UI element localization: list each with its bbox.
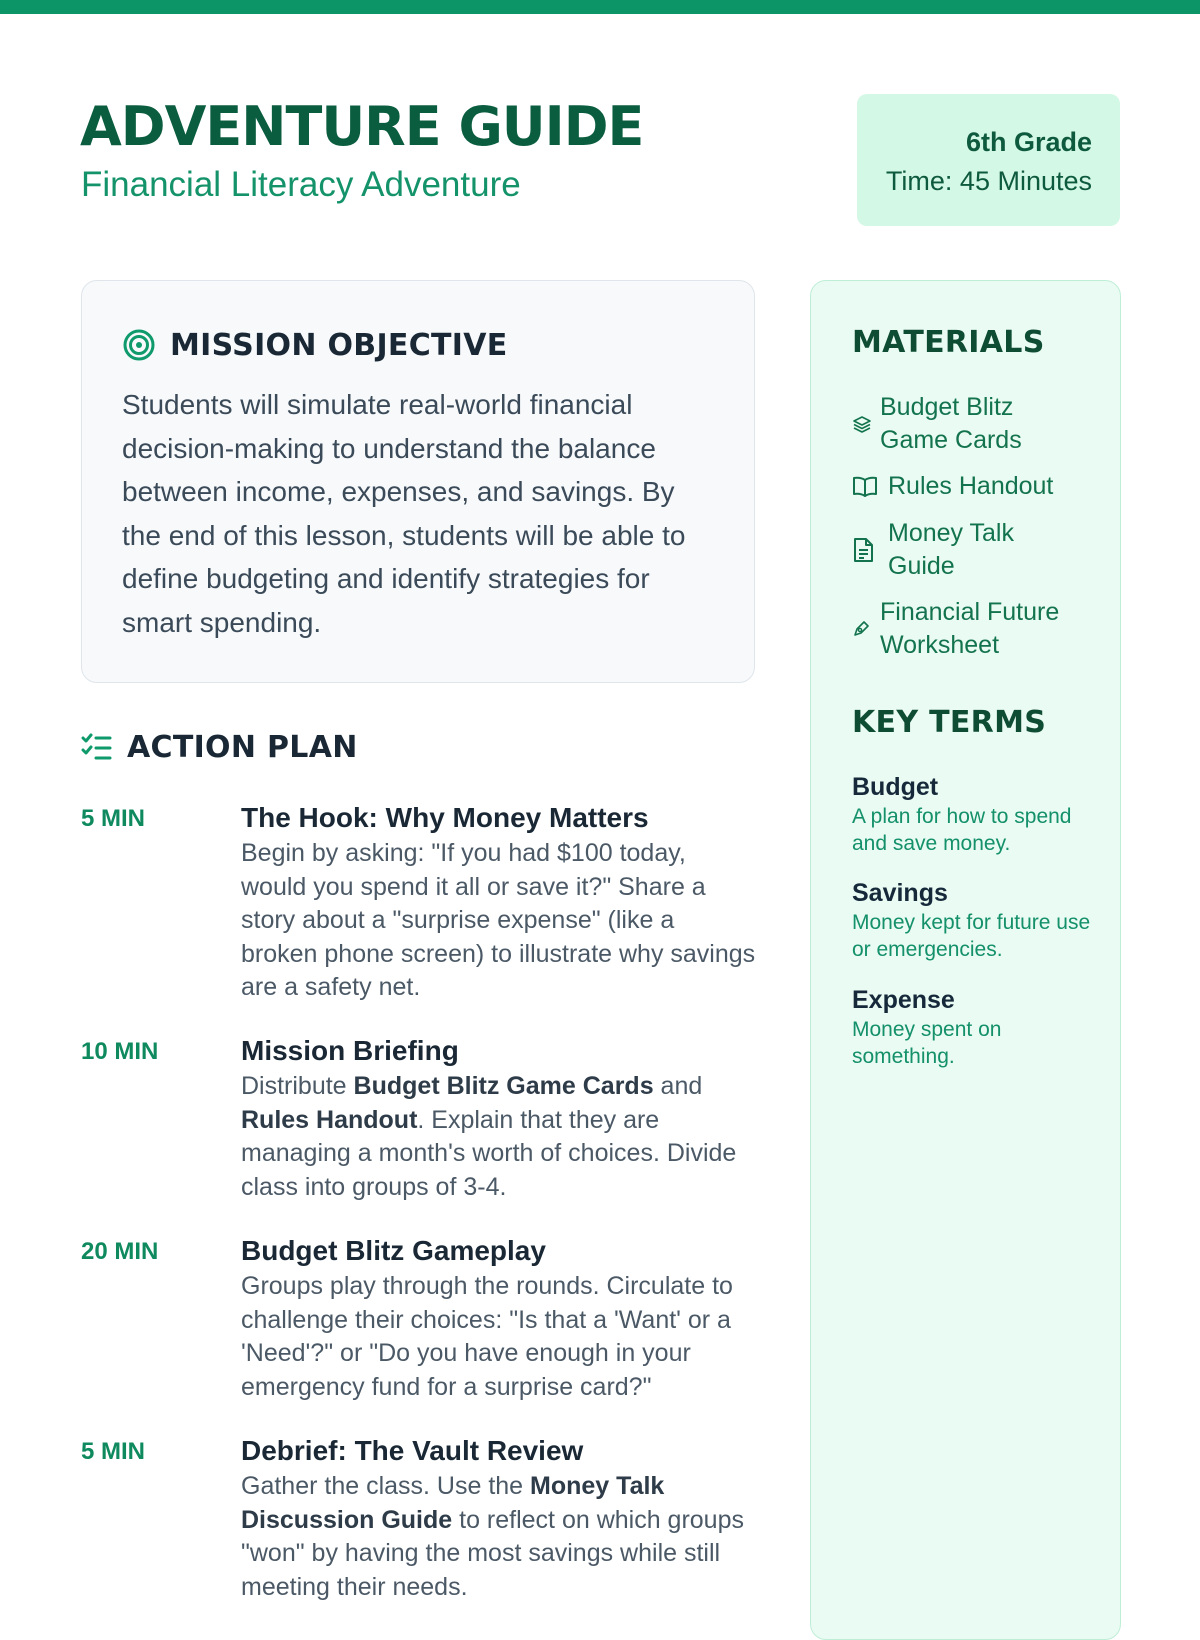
term-definition: Money spent on something.: [852, 1018, 1002, 1068]
material-label: Budget Blitz Game Cards: [880, 393, 1022, 454]
step-title: Budget Blitz Gameplay: [241, 1235, 546, 1266]
step-title: Mission Briefing: [241, 1035, 459, 1066]
mission-objective-text: Students will simulate real-world financial decision-making to understand the balance between income, expenses, and savings. By the end of this lesson, students will be able to define budgeting and identify strategies for smart spending.: [122, 389, 686, 638]
page-title: ADVENTURE GUIDE: [80, 95, 644, 158]
material-label: Money Talk Guide: [888, 519, 1014, 580]
layers-icon: [852, 414, 880, 434]
checklist-icon: [81, 731, 113, 763]
mission-objective-card: [81, 280, 755, 683]
mission-objective-heading: MISSION OBJECTIVE: [170, 327, 508, 363]
key-terms-heading: KEY TERMS: [852, 705, 1047, 740]
term-name: Savings: [852, 879, 948, 907]
material-label: Rules Handout: [888, 472, 1054, 500]
document-icon: [852, 537, 888, 563]
material-reference: Money Talk Discussion Guide: [241, 1472, 665, 1534]
material-label: Financial Future Worksheet: [880, 598, 1060, 659]
material-item: [852, 391, 1030, 457]
step-description: Groups play through the rounds. Circulate to challenge their choices: "Is that a 'Want' or a 'Need'?" or "Do you have enough in your emergency fund for a surprise card?": [241, 1272, 733, 1401]
material-item: [852, 517, 1028, 583]
page-subtitle: Financial Literacy Adventure: [81, 165, 521, 204]
step-description: Distribute Budget Blitz Game Cards and Rules Handout. Explain that they are managing a month's worth of choices. Divide class into groups of 3-4.: [241, 1072, 737, 1201]
term-name: Budget: [852, 773, 939, 801]
step-title: The Hook: Why Money Matters: [241, 802, 649, 833]
target-icon: [122, 328, 156, 362]
step-title: Debrief: The Vault Review: [241, 1435, 584, 1466]
pen-icon: [852, 620, 880, 638]
material-item: [852, 596, 1080, 662]
material-reference: Rules Handout: [241, 1105, 418, 1134]
grade-label: 6th Grade: [965, 127, 1092, 157]
step-duration: 5 MIN: [81, 805, 146, 832]
time-label: Time: 45 Minutes: [885, 166, 1092, 196]
key-term: [852, 984, 1092, 1070]
action-plan-header: [81, 724, 358, 770]
top-accent-bar: [0, 0, 1200, 14]
material-item: [852, 470, 1053, 503]
step-description: Begin by asking: "If you had $100 today, would you spend it all or save it?" Share a story about a "surprise expense" (like a broken phone screen) to illustrate why savings are a safety net.: [241, 839, 756, 1001]
term-name: Expense: [852, 986, 955, 1014]
step-duration: 5 MIN: [81, 1438, 146, 1465]
term-definition: A plan for how to spend and save money.: [852, 805, 1072, 855]
sidebar-panel: [810, 280, 1121, 1640]
step-duration: 20 MIN: [81, 1238, 159, 1265]
mission-objective-header: [122, 323, 714, 367]
book-icon: [852, 475, 888, 499]
materials-heading: MATERIALS: [852, 325, 1045, 360]
action-plan-heading: ACTION PLAN: [127, 729, 358, 765]
term-definition: Money kept for future use or emergencies.: [852, 911, 1091, 961]
step-duration: 10 MIN: [81, 1038, 159, 1065]
key-term: [852, 877, 1092, 963]
grade-time-badge: [857, 94, 1120, 226]
key-term: [852, 771, 1092, 857]
material-reference: Budget Blitz Game Cards: [353, 1072, 654, 1100]
step-description: Gather the class. Use the Money Talk Discussion Guide to reflect on which groups "won" by having the most savings while still meeting their needs.: [241, 1472, 744, 1601]
